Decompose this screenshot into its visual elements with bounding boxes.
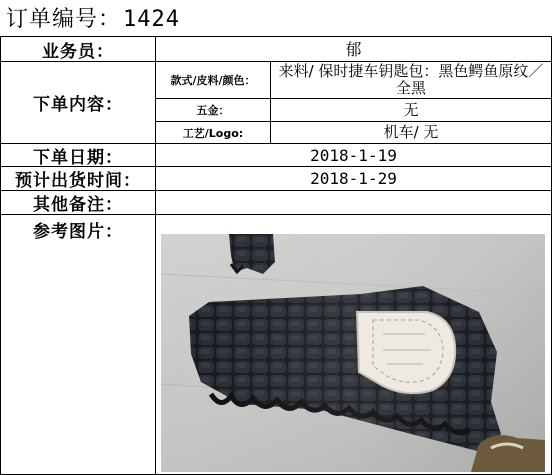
craft-logo-value: 机车/ 无: [383, 123, 439, 141]
order-number-label: 订单编号：: [6, 7, 122, 32]
order-date-value: 2018-1-19: [310, 145, 397, 165]
order-content-label: 下单内容：: [33, 95, 123, 115]
remarks-label: 其他备注：: [33, 195, 123, 214]
order-title: [6, 4, 180, 36]
reference-photo: [161, 234, 545, 472]
reference-image-label: 参考图片：: [33, 221, 123, 242]
ship-date-label: 预计出货时间：: [15, 171, 141, 190]
order-number: 1424: [123, 7, 180, 32]
salesperson-label: 业务员：: [42, 41, 114, 61]
style-material-color-value: 来料/ 保时捷车钥匙包：黑色鳄鱼原纹／全黑: [278, 62, 544, 97]
craft-logo-label: 工艺/Logo:: [182, 126, 244, 140]
hardware-value: 无: [403, 100, 419, 119]
ship-date-value: 2018-1-29: [310, 169, 397, 188]
order-date-label: 下单日期：: [33, 147, 123, 166]
style-material-color-label: 款式/皮料/颜色：: [170, 74, 256, 87]
salesperson-value: 郁: [345, 39, 362, 59]
remarks-value: [156, 191, 551, 214]
hardware-label: 五金：: [196, 104, 230, 117]
